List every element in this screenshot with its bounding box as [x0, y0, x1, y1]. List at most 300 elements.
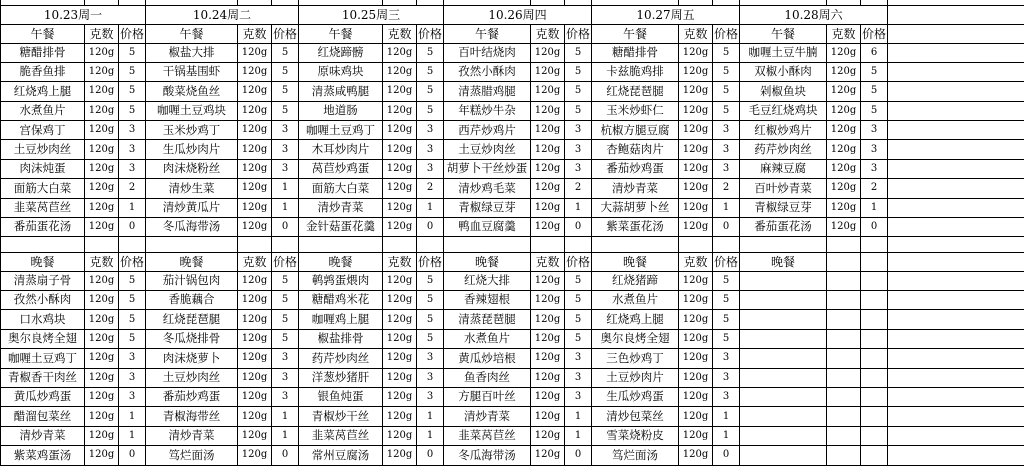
empty-cell — [888, 43, 1024, 62]
dish-weight: 120g — [679, 179, 713, 198]
dish-name: 土豆炒肉片 — [592, 368, 679, 387]
lunch-label: 午餐 — [1, 24, 85, 43]
dish-price: 1 — [565, 426, 592, 445]
dish-weight: 120g — [85, 140, 119, 159]
price-header: 价格 — [272, 24, 299, 43]
dish-name: 韭菜莴苣丝 — [444, 426, 531, 445]
dish-price: 1 — [272, 179, 299, 198]
dish-price: 5 — [119, 82, 146, 101]
dish-weight: 120g — [383, 329, 417, 348]
empty-cell — [888, 101, 1024, 120]
dish-weight: 120g — [383, 218, 417, 237]
dish-name — [740, 310, 827, 329]
empty-cell — [417, 237, 444, 252]
dish-name — [740, 407, 827, 426]
empty-cell — [1, 237, 85, 252]
dish-weight: 120g — [238, 290, 272, 309]
lunch-item-row — [1, 62, 1024, 81]
dish-weight: 120g — [827, 101, 861, 120]
dish-name: 金针菇蛋花羹 — [299, 218, 383, 237]
empty-cell — [888, 140, 1024, 159]
lunch-item-row — [1, 218, 1024, 237]
empty-cell — [119, 237, 146, 252]
price-header: 价格 — [713, 252, 740, 271]
dish-price: 5 — [861, 82, 888, 101]
empty-cell — [740, 237, 827, 252]
dish-price: 5 — [272, 43, 299, 62]
dish-price: 5 — [861, 62, 888, 81]
weight-header: 克数 — [383, 252, 417, 271]
dish-price: 3 — [565, 368, 592, 387]
dish-price: 0 — [272, 446, 299, 465]
dish-weight: 120g — [827, 62, 861, 81]
dish-price: 0 — [272, 218, 299, 237]
dish-price: 0 — [119, 218, 146, 237]
dish-price: 3 — [861, 159, 888, 178]
dish-weight: 120g — [531, 271, 565, 290]
dish-price: 0 — [119, 446, 146, 465]
dish-price — [861, 290, 888, 309]
dish-name — [740, 290, 827, 309]
dish-name: 咖喱土豆鸡块 — [146, 101, 238, 120]
dish-name: 胡萝卜干丝炒蛋 — [444, 159, 531, 178]
dish-name: 肉沫烧粉丝 — [146, 159, 238, 178]
dish-name: 清炒包菜丝 — [592, 407, 679, 426]
dish-weight: 120g — [85, 349, 119, 368]
empty-cell — [888, 62, 1024, 81]
dish-price: 1 — [119, 198, 146, 217]
dish-name: 木耳炒肉片 — [299, 140, 383, 159]
day-header: 10.28周六 — [740, 5, 888, 24]
empty-cell — [888, 159, 1024, 178]
dish-name: 冬瓜海带汤 — [146, 218, 238, 237]
dish-price: 3 — [119, 159, 146, 178]
dish-name: 口水鸡块 — [1, 310, 85, 329]
dish-name: 香辣翅根 — [444, 290, 531, 309]
dish-price: 3 — [272, 387, 299, 406]
dish-price: 5 — [119, 271, 146, 290]
dish-weight: 120g — [383, 121, 417, 140]
dish-name: 药芹炒肉丝 — [299, 349, 383, 368]
dish-price: 1 — [565, 198, 592, 217]
dish-price — [861, 368, 888, 387]
dish-price: 5 — [119, 329, 146, 348]
dish-weight: 120g — [85, 218, 119, 237]
dish-name: 红椒炒鸡片 — [740, 121, 827, 140]
weight-header: 克数 — [827, 24, 861, 43]
dish-weight: 120g — [531, 310, 565, 329]
dish-name: 孜然小酥肉 — [1, 290, 85, 309]
price-header: 价格 — [861, 24, 888, 43]
price-header: 价格 — [565, 24, 592, 43]
dish-name: 地道肠 — [299, 101, 383, 120]
dish-name: 清炒鸡毛菜 — [444, 179, 531, 198]
dish-price: 0 — [713, 446, 740, 465]
dish-name: 方腿百叶丝 — [444, 387, 531, 406]
dish-weight: 120g — [238, 446, 272, 465]
dish-weight: 120g — [85, 368, 119, 387]
dish-name: 青椒香干肉丝 — [1, 368, 85, 387]
dish-price: 1 — [417, 407, 444, 426]
dish-price: 1 — [272, 426, 299, 445]
empty-cell — [272, 237, 299, 252]
dish-price: 5 — [565, 101, 592, 120]
empty-cell — [888, 198, 1024, 217]
dish-weight: 120g — [679, 218, 713, 237]
dish-name: 玉米炒虾仁 — [592, 101, 679, 120]
empty-cell — [888, 387, 1024, 406]
dish-name: 韭菜莴苣丝 — [299, 426, 383, 445]
dish-weight: 120g — [679, 446, 713, 465]
dinner-label: 晚餐 — [592, 252, 679, 271]
dish-weight: 120g — [238, 426, 272, 445]
dish-name: 鸭血豆腐羹 — [444, 218, 531, 237]
empty-cell — [299, 237, 383, 252]
empty-cell — [888, 237, 1024, 252]
dish-name — [740, 329, 827, 348]
dish-price: 1 — [272, 407, 299, 426]
dish-price: 3 — [713, 159, 740, 178]
dish-price: 5 — [272, 310, 299, 329]
dish-weight: 120g — [238, 271, 272, 290]
dish-weight: 120g — [679, 290, 713, 309]
day-header: 10.23周一 — [1, 5, 146, 24]
dinner-label: 晚餐 — [146, 252, 238, 271]
dish-name: 面筋大白菜 — [1, 179, 85, 198]
dish-price: 3 — [119, 140, 146, 159]
day-header: 10.26周四 — [444, 5, 592, 24]
dish-name: 杭椒方腿豆腐 — [592, 121, 679, 140]
dish-name: 鱼香肉丝 — [444, 368, 531, 387]
dish-name: 麻辣豆腐 — [740, 159, 827, 178]
dish-weight: 120g — [383, 140, 417, 159]
dish-weight: 120g — [383, 198, 417, 217]
dish-name: 毛豆红烧鸡块 — [740, 101, 827, 120]
dish-name: 水煮鱼片 — [592, 290, 679, 309]
dish-name: 清炒青菜 — [444, 407, 531, 426]
dish-name: 双椒小酥肉 — [740, 62, 827, 81]
dish-price: 3 — [565, 387, 592, 406]
dish-name: 脆香鱼排 — [1, 62, 85, 81]
dish-weight: 120g — [383, 101, 417, 120]
dish-weight — [827, 387, 861, 406]
dish-price: 5 — [565, 43, 592, 62]
empty-cell — [888, 121, 1024, 140]
dish-weight: 120g — [679, 426, 713, 445]
dish-weight: 120g — [679, 368, 713, 387]
dish-weight: 120g — [679, 198, 713, 217]
dish-weight: 120g — [383, 349, 417, 368]
price-header: 价格 — [119, 252, 146, 271]
dish-weight: 120g — [679, 159, 713, 178]
dish-name: 冬瓜烧排骨 — [146, 329, 238, 348]
dish-weight: 120g — [827, 159, 861, 178]
dish-name: 青椒炒干丝 — [299, 407, 383, 426]
empty-cell — [888, 426, 1024, 445]
dish-price: 5 — [713, 290, 740, 309]
empty-cell — [531, 237, 565, 252]
dish-name — [740, 446, 827, 465]
dish-weight: 120g — [679, 349, 713, 368]
dinner-header-row — [1, 252, 1024, 271]
dish-price: 5 — [565, 62, 592, 81]
dish-price: 1 — [417, 426, 444, 445]
dish-name: 冬瓜海带汤 — [444, 446, 531, 465]
dish-weight: 120g — [238, 121, 272, 140]
dish-price: 3 — [272, 140, 299, 159]
dish-weight: 120g — [238, 82, 272, 101]
dish-price: 3 — [417, 368, 444, 387]
dish-weight: 120g — [679, 121, 713, 140]
dinner-item-row — [1, 426, 1024, 445]
dish-name: 奥尔良烤全翅 — [1, 329, 85, 348]
dish-weight: 120g — [531, 387, 565, 406]
dish-weight: 120g — [531, 121, 565, 140]
dish-price: 5 — [565, 290, 592, 309]
dish-name: 生瓜炒鸡蛋 — [592, 387, 679, 406]
dish-weight: 120g — [827, 198, 861, 217]
dish-price: 5 — [713, 62, 740, 81]
lunch-item-row — [1, 101, 1024, 120]
dinner-item-row — [1, 387, 1024, 406]
price-header: 价格 — [272, 252, 299, 271]
empty-cell — [888, 5, 1024, 24]
dish-weight: 120g — [827, 43, 861, 62]
dish-price: 5 — [713, 101, 740, 120]
price-header: 价格 — [565, 252, 592, 271]
dish-price: 3 — [565, 121, 592, 140]
dish-price: 5 — [272, 82, 299, 101]
dish-weight: 120g — [238, 329, 272, 348]
menu-body — [1, 0, 1024, 465]
dish-weight: 120g — [85, 62, 119, 81]
dish-price: 3 — [565, 140, 592, 159]
dish-name: 清蒸琵琶腿 — [444, 310, 531, 329]
dish-price: 3 — [272, 159, 299, 178]
dish-name — [740, 349, 827, 368]
dish-price: 3 — [565, 159, 592, 178]
dish-name: 红烧鸡上腿 — [592, 310, 679, 329]
dish-price: 5 — [272, 101, 299, 120]
empty-cell — [238, 237, 272, 252]
day-header: 10.24周二 — [146, 5, 299, 24]
empty-cell — [861, 252, 888, 271]
dish-price: 5 — [713, 43, 740, 62]
weight-header: 克数 — [531, 252, 565, 271]
dish-price: 1 — [119, 407, 146, 426]
dish-weight: 120g — [238, 62, 272, 81]
empty-cell — [888, 252, 1024, 271]
dish-price: 5 — [417, 310, 444, 329]
empty-cell — [888, 218, 1024, 237]
dish-price: 1 — [861, 198, 888, 217]
dish-weight: 120g — [531, 349, 565, 368]
dish-weight: 120g — [531, 446, 565, 465]
dish-name: 年糕炒牛杂 — [444, 101, 531, 120]
empty-cell — [713, 237, 740, 252]
dish-name: 糖醋鸡米花 — [299, 290, 383, 309]
empty-cell — [146, 237, 238, 252]
empty-cell — [861, 237, 888, 252]
dish-price: 3 — [713, 121, 740, 140]
lunch-item-row — [1, 198, 1024, 217]
weight-header: 克数 — [383, 24, 417, 43]
dish-name: 清炒青菜 — [146, 426, 238, 445]
dish-price: 2 — [713, 179, 740, 198]
dish-price: 3 — [417, 349, 444, 368]
dish-price: 1 — [713, 407, 740, 426]
empty-cell — [888, 329, 1024, 348]
dish-weight: 120g — [85, 387, 119, 406]
dish-weight: 120g — [383, 62, 417, 81]
dish-name: 紫菜鸡蛋汤 — [1, 446, 85, 465]
dish-name: 黄瓜炒鸡蛋 — [1, 387, 85, 406]
dinner-item-row — [1, 290, 1024, 309]
dish-weight: 120g — [238, 349, 272, 368]
dish-price: 3 — [713, 368, 740, 387]
dish-weight: 120g — [531, 218, 565, 237]
dish-weight: 120g — [85, 426, 119, 445]
empty-cell — [888, 368, 1024, 387]
dish-name: 银鱼炖蛋 — [299, 387, 383, 406]
empty-cell — [85, 237, 119, 252]
dish-weight: 120g — [238, 159, 272, 178]
dish-name: 原味鸡块 — [299, 62, 383, 81]
dish-price: 3 — [119, 368, 146, 387]
dish-weight: 120g — [531, 82, 565, 101]
dish-name: 常州豆腐汤 — [299, 446, 383, 465]
lunch-item-row — [1, 179, 1024, 198]
lunch-item-row — [1, 43, 1024, 62]
dish-weight: 120g — [383, 310, 417, 329]
dish-name: 宫保鸡丁 — [1, 121, 85, 140]
dish-name — [740, 271, 827, 290]
dish-weight: 120g — [679, 310, 713, 329]
dish-weight: 120g — [238, 218, 272, 237]
empty-cell — [888, 271, 1024, 290]
dish-price: 5 — [565, 329, 592, 348]
dish-price: 5 — [119, 290, 146, 309]
dish-weight: 120g — [85, 329, 119, 348]
weight-header: 克数 — [531, 24, 565, 43]
dish-weight — [827, 290, 861, 309]
dish-name — [740, 368, 827, 387]
dish-name: 杏鲍菇肉片 — [592, 140, 679, 159]
day-header: 10.27周五 — [592, 5, 740, 24]
dish-weight: 120g — [531, 368, 565, 387]
dish-price: 1 — [417, 198, 444, 217]
dish-name: 咖喱土豆鸡丁 — [299, 121, 383, 140]
dish-weight — [827, 446, 861, 465]
dinner-item-row — [1, 368, 1024, 387]
lunch-item-row — [1, 82, 1024, 101]
dish-weight: 120g — [531, 159, 565, 178]
spacer-row — [1, 237, 1024, 252]
dish-weight: 120g — [531, 62, 565, 81]
weight-header: 克数 — [679, 24, 713, 43]
dish-weight: 120g — [85, 101, 119, 120]
dish-price: 5 — [119, 101, 146, 120]
dish-price — [861, 407, 888, 426]
dish-name: 面筋大白菜 — [299, 179, 383, 198]
empty-cell — [888, 24, 1024, 43]
dish-price: 0 — [861, 218, 888, 237]
dish-price: 5 — [861, 101, 888, 120]
dish-price — [861, 329, 888, 348]
empty-cell — [565, 237, 592, 252]
weight-header: 克数 — [679, 252, 713, 271]
dish-name: 笃烂面汤 — [146, 446, 238, 465]
dish-name: 水煮鱼片 — [444, 329, 531, 348]
dish-price: 5 — [417, 329, 444, 348]
dish-weight: 120g — [383, 179, 417, 198]
dish-price: 0 — [417, 218, 444, 237]
dish-weight: 120g — [531, 179, 565, 198]
dish-name: 笃烂面汤 — [592, 446, 679, 465]
dish-price: 5 — [417, 43, 444, 62]
dish-name — [740, 387, 827, 406]
dish-price: 5 — [565, 271, 592, 290]
dish-price: 3 — [119, 121, 146, 140]
dish-weight: 120g — [238, 387, 272, 406]
empty-cell — [827, 237, 861, 252]
price-header: 价格 — [713, 24, 740, 43]
dish-name: 椒盐排骨 — [299, 329, 383, 348]
dish-name: 清蒸咸鸭腿 — [299, 82, 383, 101]
dish-price: 5 — [272, 290, 299, 309]
day-header: 10.25周三 — [299, 5, 444, 24]
dish-name: 肉沫烧萝卜 — [146, 349, 238, 368]
dish-name: 卡兹脆鸡排 — [592, 62, 679, 81]
empty-cell — [888, 446, 1024, 465]
dish-weight: 120g — [238, 198, 272, 217]
dish-price: 5 — [272, 271, 299, 290]
dish-price: 1 — [713, 426, 740, 445]
dinner-label: 晚餐 — [299, 252, 383, 271]
dish-weight: 120g — [383, 387, 417, 406]
dish-price — [861, 310, 888, 329]
dish-price: 2 — [861, 179, 888, 198]
dish-weight: 120g — [531, 290, 565, 309]
dish-weight: 120g — [85, 179, 119, 198]
dish-name: 水煮鱼片 — [1, 101, 85, 120]
dish-price: 1 — [272, 198, 299, 217]
dish-price: 3 — [861, 121, 888, 140]
dish-weight: 120g — [238, 140, 272, 159]
dish-weight: 120g — [383, 407, 417, 426]
empty-cell — [888, 290, 1024, 309]
weight-header: 克数 — [85, 252, 119, 271]
dish-name: 红烧琵琶腿 — [592, 82, 679, 101]
dish-weight: 120g — [383, 159, 417, 178]
dish-name: 生瓜炒肉片 — [146, 140, 238, 159]
dish-weight: 120g — [238, 368, 272, 387]
dish-name: 醋溜包菜丝 — [1, 407, 85, 426]
dish-weight: 120g — [85, 159, 119, 178]
dish-weight — [827, 329, 861, 348]
empty-cell — [827, 252, 861, 271]
empty-cell — [888, 407, 1024, 426]
dish-price: 5 — [417, 290, 444, 309]
dish-name: 椒盐大排 — [146, 43, 238, 62]
dish-weight: 120g — [679, 387, 713, 406]
dish-weight: 120g — [679, 62, 713, 81]
dish-price: 3 — [417, 159, 444, 178]
dish-weight: 120g — [531, 407, 565, 426]
dish-name: 清蒸扇子骨 — [1, 271, 85, 290]
dish-price: 0 — [565, 218, 592, 237]
dish-name: 糖醋排骨 — [592, 43, 679, 62]
